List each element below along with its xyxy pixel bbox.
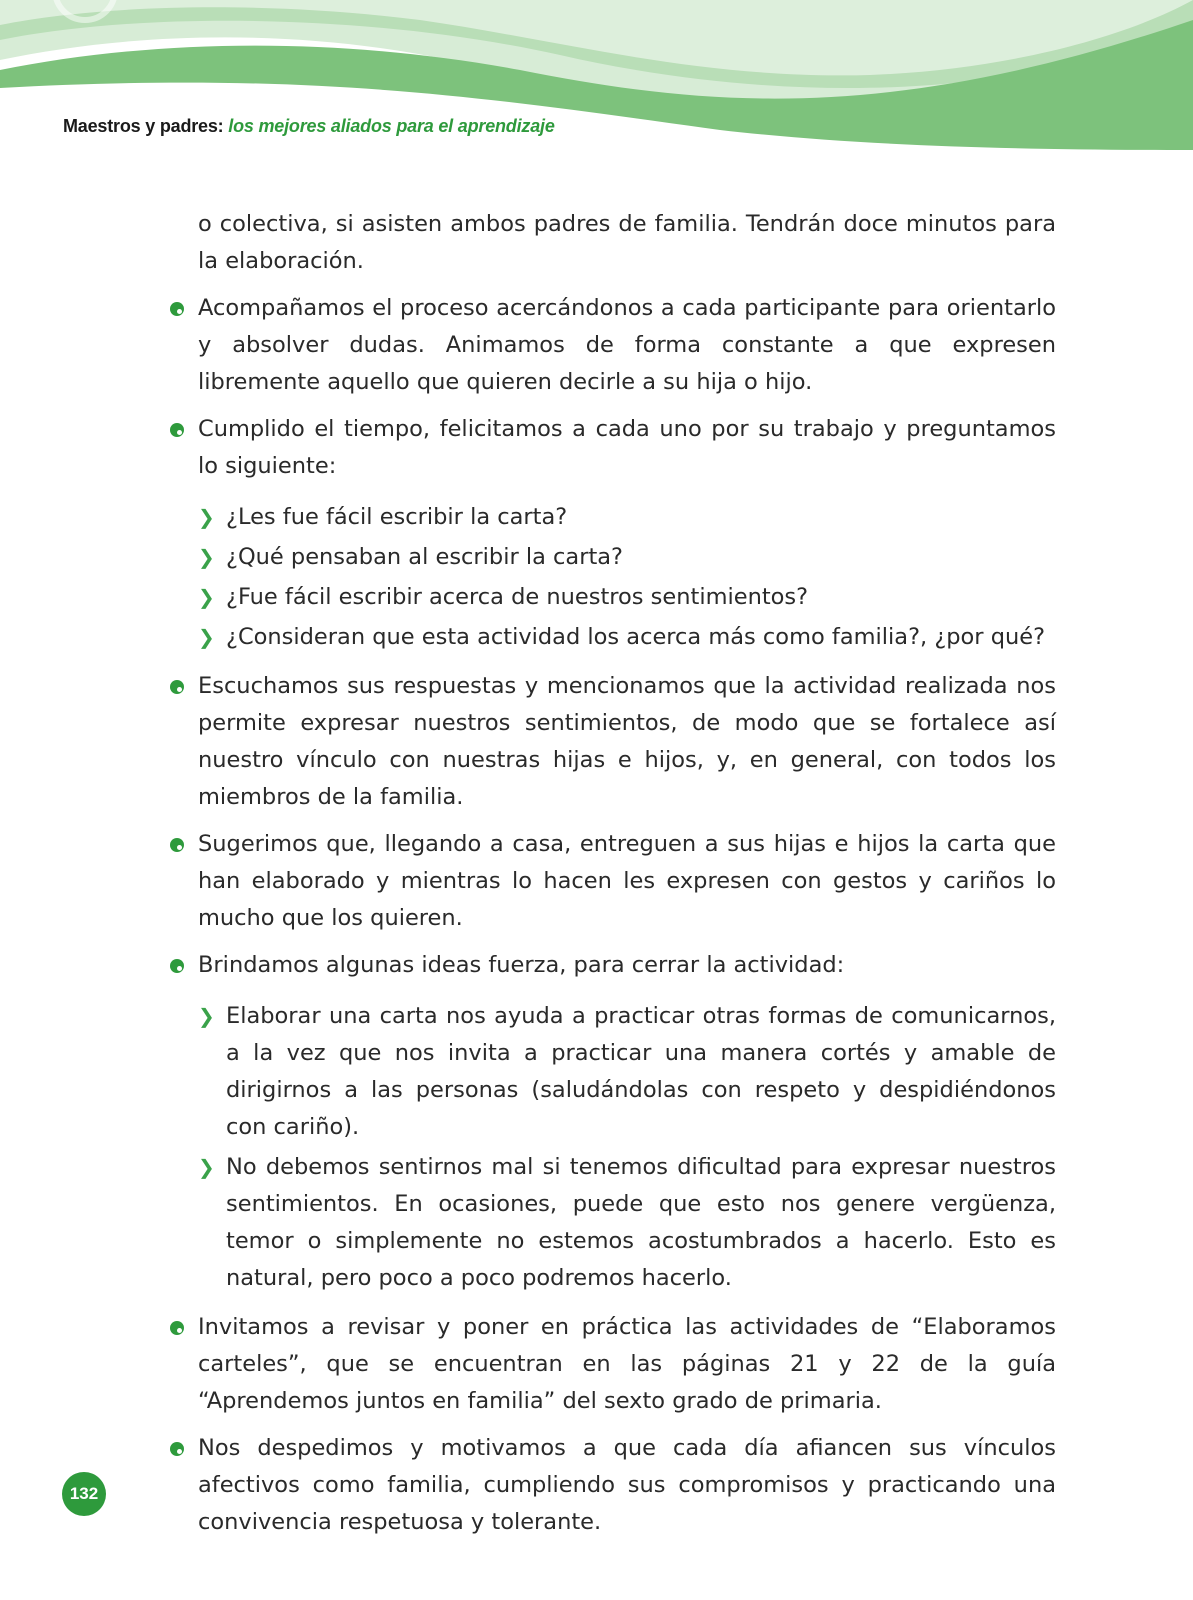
- sub-list-item: [198, 579, 1056, 616]
- sub-list-item-text: ¿Consideran que esta actividad los acerca más como familia?, ¿por qué?: [226, 624, 1046, 650]
- sub-list-item: [198, 998, 1056, 1146]
- sub-list-item-text: ¿Qué pensaban al escribir la carta?: [226, 544, 624, 570]
- green-dot-icon: [170, 1442, 184, 1456]
- chevron-right-icon: ❯: [198, 585, 215, 609]
- sub-list-item-text: ¿Fue fácil escribir acerca de nuestros sentimientos?: [226, 584, 809, 610]
- sub-list-item: [198, 1149, 1056, 1297]
- running-header: [63, 116, 555, 137]
- list-item: [170, 1309, 1056, 1420]
- page-number-badge: [62, 1472, 106, 1516]
- green-dot-icon: [170, 680, 184, 694]
- green-dot-icon: [170, 302, 184, 316]
- header-title-sub: los mejores aliados para el aprendizaje: [228, 116, 555, 136]
- sub-list: [198, 998, 1056, 1297]
- list-item-text: Brindamos algunas ideas fuerza, para cerrar la actividad:: [198, 952, 845, 978]
- list-item-text: Escuchamos sus respuestas y mencionamos que la actividad realizada nos permite expresar nuestros sentimientos, de modo que se fortalece así nuestro vínculo con nuestras hijas e hijos, y, en general, con todos los miembros de la familia.: [198, 673, 1056, 810]
- sub-list-item: [198, 539, 1056, 576]
- list-item: [170, 411, 1056, 485]
- list-item: [170, 290, 1056, 401]
- intro-paragraph: o colectiva, si asisten ambos padres de familia. Tendrán doce minutos para la elaboración.: [198, 211, 1056, 274]
- green-dot-icon: [170, 1321, 184, 1335]
- list-item: [170, 668, 1056, 816]
- list-item: [170, 826, 1056, 937]
- sub-list-item: [198, 619, 1056, 656]
- list-item: [170, 947, 1056, 984]
- page-number: 132: [69, 1484, 99, 1503]
- header-title-main: Maestros y padres:: [63, 116, 224, 136]
- green-dot-icon: [170, 838, 184, 852]
- sub-list-item: [198, 499, 1056, 536]
- header-wave-decoration: [0, 0, 1193, 170]
- sub-list-item-text: Elaborar una carta nos ayuda a practicar otras formas de comunicarnos, a la vez que nos invita a practicar una manera cortés y amable de dirigirnos a las personas (saludándolas con respeto y despidiéndonos con cariño).: [226, 1003, 1056, 1140]
- sub-list: [198, 499, 1056, 656]
- body-content: [170, 206, 1056, 1551]
- list-item-text: Invitamos a revisar y poner en práctica las actividades de “Elaboramos carteles”, que se encuentran en las páginas 21 y 22 de la guía “Aprendemos juntos en familia” del sexto grado de primaria.: [198, 1314, 1056, 1414]
- list-item-text: Cumplido el tiempo, felicitamos a cada uno por su trabajo y preguntamos lo siguiente:: [198, 416, 1056, 479]
- chevron-right-icon: ❯: [198, 505, 215, 529]
- list-item: [170, 1430, 1056, 1541]
- sub-list-item-text: ¿Les fue fácil escribir la carta?: [226, 504, 568, 530]
- list-item-text: Nos despedimos y motivamos a que cada día afiancen sus vínculos afectivos como familia, cumpliendo sus compromisos y practicando una convivencia respetuosa y tolerante.: [198, 1435, 1056, 1535]
- green-dot-icon: [170, 423, 184, 437]
- chevron-right-icon: ❯: [198, 625, 215, 649]
- sub-list-item-text: No debemos sentirnos mal si tenemos dificultad para expresar nuestros sentimientos. En ocasiones, puede que esto nos genere vergüenza, temor o simplemente no estemos acostumbrados a hacerlo. Esto es natural, pero poco a poco podremos hacerlo.: [226, 1154, 1056, 1291]
- chevron-right-icon: ❯: [198, 1004, 215, 1028]
- chevron-right-icon: ❯: [198, 1155, 215, 1179]
- green-dot-icon: [170, 959, 184, 973]
- chevron-right-icon: ❯: [198, 545, 215, 569]
- list-item-text: Acompañamos el proceso acercándonos a cada participante para orientarlo y absolver dudas. Animamos de forma constante a que expresen libremente aquello que quieren decirle a su hija o hijo.: [198, 295, 1056, 395]
- list-item-text: Sugerimos que, llegando a casa, entreguen a sus hijas e hijos la carta que han elaborado y mientras lo hacen les expresen con gestos y cariños lo mucho que los quieren.: [198, 831, 1056, 931]
